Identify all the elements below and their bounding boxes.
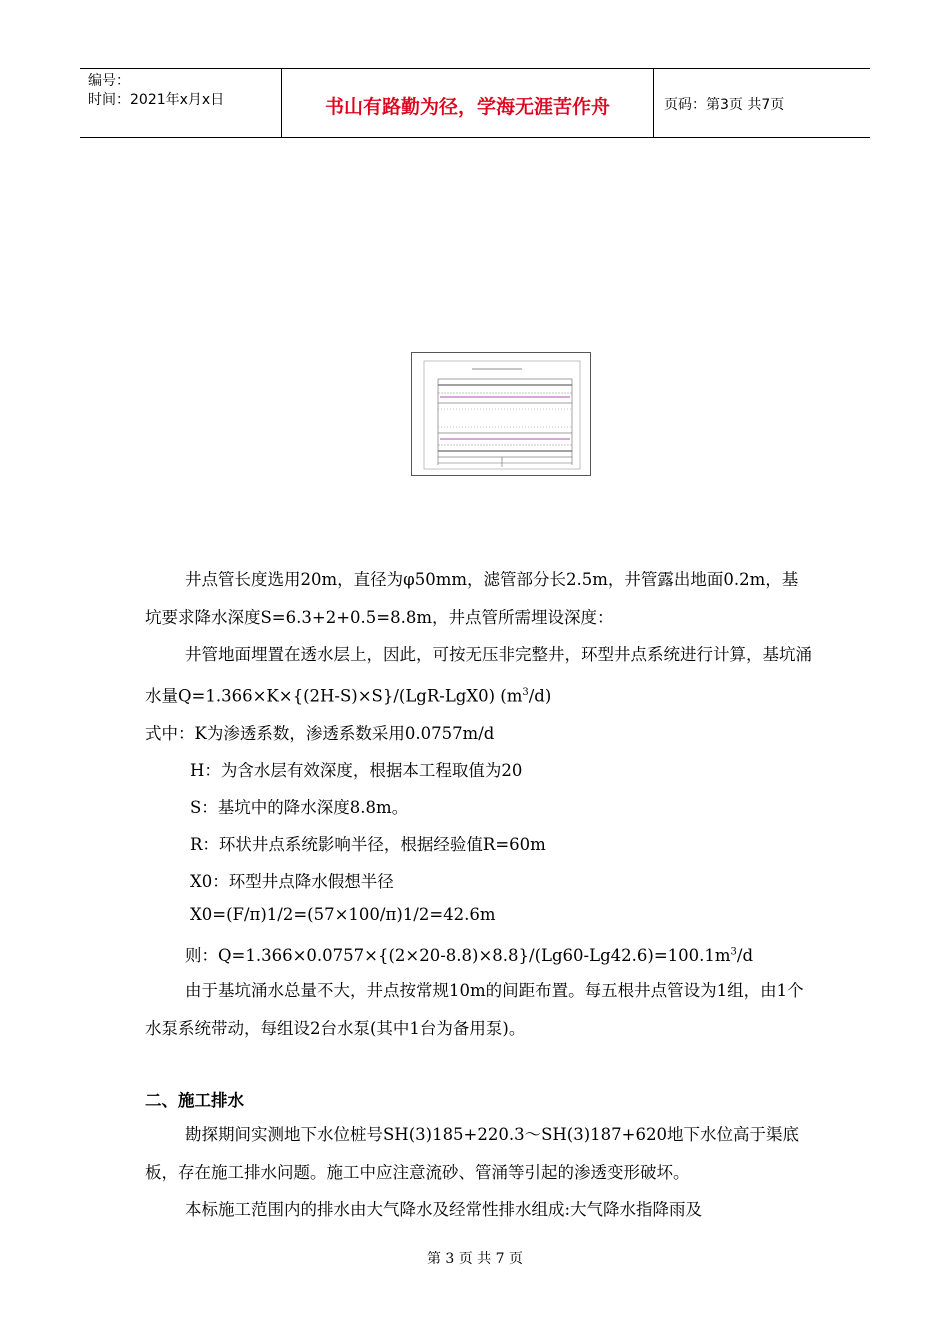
q-unit-end: /d	[736, 946, 754, 965]
line-x0-formula: X0=(F/π)1/2=(57×100/π)1/2=42.6m	[190, 905, 496, 924]
line-k: 式中：K为渗透系数，渗透系数采用0.0757m/d	[145, 724, 495, 743]
paragraph-layout: 由于基坑涌水总量不大，井点按常规10m的间距布置。每五根井点管设为1组，由1个水泵系统带动，每组设2台水泵(其中1台为备用泵)。	[145, 981, 804, 1038]
page-footer: 第 3 页 共 7 页	[426, 1251, 524, 1267]
calc-exponent: 3	[522, 686, 529, 698]
line-x0: X0：环型井点降水假想半径	[190, 872, 394, 891]
line-s: S：基坑中的降水深度8.8m。	[190, 798, 409, 817]
section-heading-drainage: 二、施工排水	[145, 1091, 244, 1110]
well-point-layout-drawing	[411, 352, 591, 476]
paragraph-calculation	[145, 636, 813, 715]
number-label: 编号：	[88, 73, 130, 89]
date-label: 时间：2021年x月x日	[88, 92, 225, 108]
calc-text: 井管地面埋置在透水层上，因此，可按无压非完整井，环型井点系统进行计算，基坑涌水量Q=1.366×K×{(2H-S)×S}/(LgR-LgX0) (m	[145, 645, 812, 705]
header-left	[80, 69, 282, 137]
calc-unit-end: /d)	[528, 686, 552, 705]
line-r: R：环状井点系统影响半径，根据经验值R=60m	[190, 835, 546, 854]
page-header	[80, 68, 870, 138]
paragraph-groundwater: 勘探期间实测地下水位桩号SH(3)185+220.3～SH(3)187+620地下水位高于渠底板，存在施工排水问题。施工中应注意流砂、管涌等引起的渗透变形破坏。	[145, 1125, 799, 1182]
q-exponent: 3	[730, 946, 737, 958]
line-h: H：为含水层有效深度，根据本工程取值为20	[190, 761, 523, 780]
line-q	[185, 942, 753, 966]
drawing-thumbnail	[412, 353, 590, 475]
paragraph-well-pipe: 井点管长度选用20m，直径为φ50mm，滤管部分长2.5m，井管露出地面0.2m，基坑要求降水深度S=6.3+2+0.5=8.8m，井点管所需埋设深度：	[145, 570, 799, 627]
header-page-label: 页码：第3页 共7页	[664, 97, 785, 113]
paragraph-drainage: 本标施工范围内的排水由大气降水及经常性排水组成:大气降水指降雨及	[185, 1200, 703, 1219]
header-motto: 书山有路勤为径，学海无涯苦作舟	[282, 69, 654, 137]
q-text: 则：Q=1.366×0.0757×{(2×20-8.8)×8.8}/(Lg60-Lg42.6)=100.1m	[185, 946, 731, 965]
